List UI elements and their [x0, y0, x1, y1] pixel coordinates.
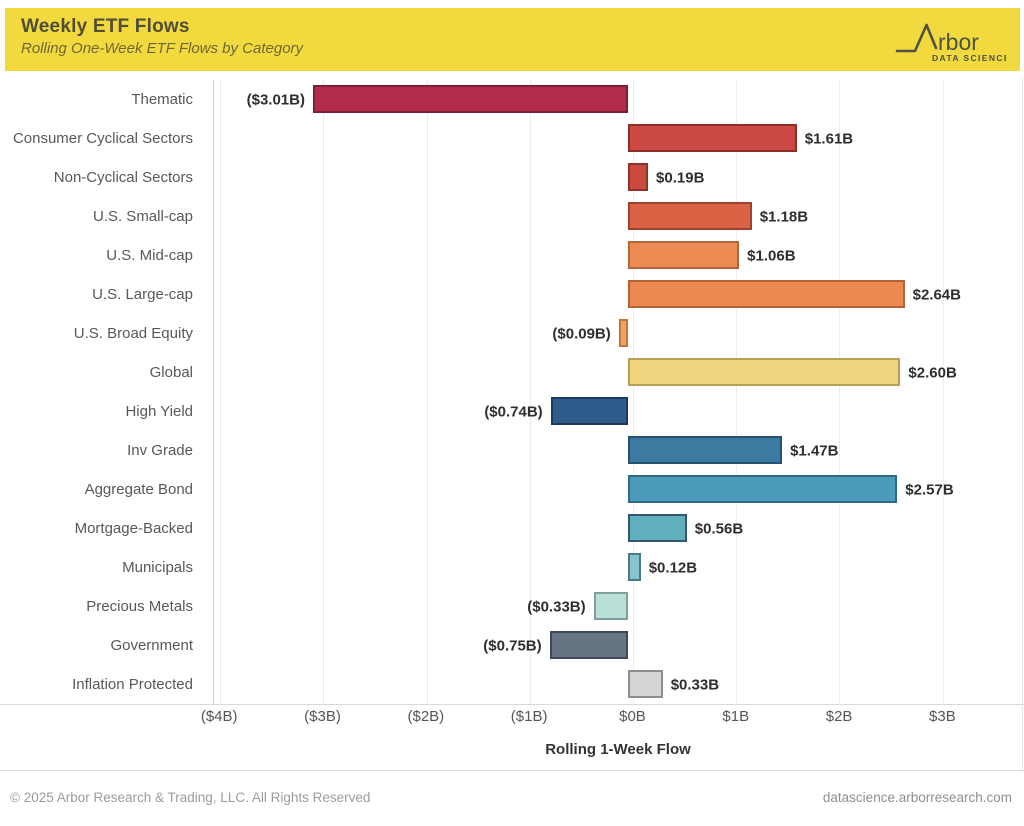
row-plot: [203, 197, 1024, 236]
category-label: Aggregate Bond: [84, 481, 193, 498]
chart-row-non-cyclical-sectors: [0, 158, 1024, 197]
arbor-logo: [894, 20, 1006, 69]
value-label: ($0.09B): [552, 325, 611, 342]
chart-row-u-s-broad-equity: [0, 314, 1024, 353]
category-label: U.S. Small-cap: [92, 208, 193, 225]
row-plot: [203, 548, 1024, 587]
category-label: Non-Cyclical Sectors: [53, 169, 193, 186]
chart-row-inflation-protected: [0, 665, 1024, 704]
x-axis-tick: $3B: [929, 708, 956, 725]
value-label: ($0.75B): [483, 637, 542, 654]
row-plot: [203, 392, 1024, 431]
row-plot: [203, 119, 1024, 158]
value-label: ($3.01B): [246, 91, 305, 108]
bar-u-s-mid-cap[interactable]: [628, 241, 739, 269]
value-label: $2.60B: [908, 364, 957, 381]
value-label: $0.56B: [694, 520, 744, 537]
row-plot: [203, 314, 1024, 353]
x-axis-tick: ($1B): [510, 708, 548, 725]
value-label: $1.06B: [747, 247, 796, 264]
row-plot: [203, 626, 1024, 665]
value-label: $1.61B: [804, 130, 854, 147]
row-plot: [203, 587, 1024, 626]
bar-u-s-small-cap[interactable]: [628, 202, 752, 230]
bar-u-s-large-cap[interactable]: [628, 280, 904, 308]
x-axis-title: Rolling 1-Week Flow: [545, 741, 691, 758]
value-label: $1.18B: [759, 208, 809, 225]
logo-brand-text: rbor: [938, 29, 979, 55]
bar-chart: [0, 80, 1024, 704]
bar-thematic[interactable]: [313, 85, 628, 113]
category-label: Consumer Cyclical Sectors: [12, 130, 193, 147]
footer: [0, 770, 1024, 826]
x-axis-line: [0, 704, 1024, 705]
category-label: Municipals: [122, 559, 193, 576]
arbor-logo-icon: [894, 20, 1006, 64]
category-label: Inflation Protected: [72, 676, 193, 693]
bar-precious-metals[interactable]: [594, 592, 629, 620]
bar-municipals[interactable]: [628, 553, 641, 581]
row-plot: [203, 509, 1024, 548]
copyright-text: © 2025 Arbor Research & Trading, LLC. All Rights Reserved: [10, 790, 371, 805]
x-axis-tick: $1B: [722, 708, 750, 725]
row-plot: [203, 470, 1024, 509]
x-axis-ticks: [200, 708, 1023, 732]
value-label: $0.19B: [656, 169, 705, 186]
chart-row-high-yield: [0, 392, 1024, 431]
bar-inv-grade[interactable]: [628, 436, 782, 464]
value-label: ($0.74B): [484, 403, 543, 420]
chart-row-u-s-large-cap: [0, 275, 1024, 314]
value-label: ($0.33B): [527, 598, 586, 615]
website-link[interactable]: datascience.arborresearch.com: [822, 790, 1012, 805]
category-label: Mortgage-Backed: [74, 520, 193, 537]
chart-row-government: [0, 626, 1024, 665]
bar-global[interactable]: [628, 358, 900, 386]
x-axis-tick: $2B: [825, 708, 853, 725]
page-subtitle: Rolling One-Week ETF Flows by Category: [21, 40, 304, 57]
chart-row-consumer-cyclical-sectors: [0, 119, 1024, 158]
bar-u-s-broad-equity[interactable]: [619, 319, 628, 347]
category-label: High Yield: [125, 403, 193, 420]
chart-row-inv-grade: [0, 431, 1024, 470]
bar-non-cyclical-sectors[interactable]: [628, 163, 648, 191]
header-band: [5, 8, 1020, 71]
chart-row-u-s-small-cap: [0, 197, 1024, 236]
chart-row-precious-metals: [0, 587, 1024, 626]
page-title: Weekly ETF Flows: [21, 16, 190, 37]
category-label: U.S. Broad Equity: [73, 325, 193, 342]
chart-row-mortgage-backed: [0, 509, 1024, 548]
bar-government[interactable]: [550, 631, 629, 659]
chart-row-aggregate-bond: [0, 470, 1024, 509]
row-plot: [203, 665, 1024, 704]
bar-inflation-protected[interactable]: [628, 670, 663, 698]
bar-aggregate-bond[interactable]: [628, 475, 897, 503]
value-label: $2.64B: [912, 286, 961, 303]
value-label: $1.47B: [790, 442, 839, 459]
bar-high-yield[interactable]: [551, 397, 628, 425]
row-plot: [203, 275, 1024, 314]
row-plot: [203, 431, 1024, 470]
category-label: Government: [110, 637, 193, 654]
chart-right-border: [1022, 78, 1023, 770]
category-label: Global: [149, 364, 193, 381]
x-axis-tick: $0B: [619, 708, 646, 725]
category-label: Thematic: [131, 91, 193, 108]
row-plot: [203, 236, 1024, 275]
value-label: $0.12B: [648, 559, 698, 576]
chart-row-global: [0, 353, 1024, 392]
logo-tagline: DATA SCIENCE: [932, 53, 1006, 63]
bar-consumer-cyclical-sectors[interactable]: [628, 124, 797, 152]
category-label: Inv Grade: [127, 442, 193, 459]
category-label: U.S. Large-cap: [92, 286, 193, 303]
x-axis-tick: ($3B): [304, 708, 341, 725]
x-axis-tick: ($2B): [407, 708, 445, 725]
row-plot: [203, 80, 1024, 119]
mountain-peak-icon: [897, 25, 936, 51]
bar-mortgage-backed[interactable]: [628, 514, 687, 542]
chart-row-u-s-mid-cap: [0, 236, 1024, 275]
value-label: $2.57B: [905, 481, 954, 498]
chart-row-municipals: [0, 548, 1024, 587]
category-label: U.S. Mid-cap: [106, 247, 193, 264]
chart-row-thematic: [0, 80, 1024, 119]
value-label: $0.33B: [670, 676, 720, 693]
row-plot: [203, 158, 1024, 197]
row-plot: [203, 353, 1024, 392]
category-label: Precious Metals: [86, 598, 193, 615]
x-axis-tick: ($4B): [200, 708, 238, 725]
